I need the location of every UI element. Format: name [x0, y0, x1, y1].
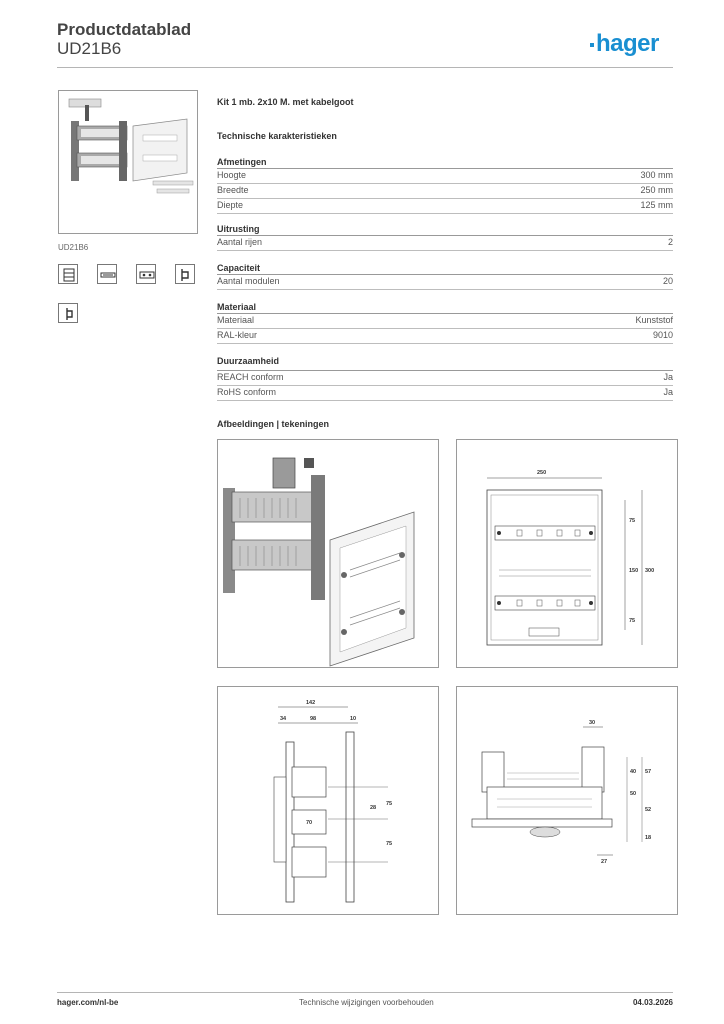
spec-value: 250 mm [640, 185, 673, 195]
dim-h3: 50 [630, 791, 637, 797]
dim-h2: 57 [645, 769, 652, 775]
spec-row [217, 236, 673, 251]
logo-text: hager [596, 30, 659, 57]
section-title-duurzaamheid: Duurzaamheid [217, 356, 280, 366]
modules-icon [58, 264, 78, 284]
spec-label: Breedte [217, 185, 249, 195]
section-title-afmetingen: Afmetingen [217, 157, 267, 167]
front-dimension-drawing [456, 439, 678, 668]
product-thumbnail [58, 90, 198, 234]
spec-label: REACH conform [217, 372, 284, 382]
dim-rail: 70 [306, 820, 313, 826]
product-code: UD21B6 [57, 39, 122, 58]
footer-divider [57, 992, 673, 993]
dim-width: 250 [537, 470, 547, 476]
mounting-icon [175, 264, 195, 284]
spec-value: Ja [663, 372, 673, 382]
dim-a: 34 [280, 716, 287, 722]
dim-middle: 150 [629, 568, 639, 574]
assembly-drawing [218, 440, 438, 667]
spec-row [217, 386, 673, 401]
footer-website-link[interactable]: hager.com/nl-be [57, 998, 119, 1007]
dim-gap2: 75 [386, 801, 393, 807]
dim-c: 10 [350, 716, 357, 722]
dim-bottom: 75 [629, 618, 636, 624]
spec-value: Ja [663, 387, 673, 397]
dim-section-top: 30 [589, 720, 596, 726]
bracket-icon [58, 303, 78, 323]
header-divider [57, 67, 673, 68]
section-title-materiaal: Materiaal [217, 302, 257, 312]
terminal-icon [136, 264, 156, 284]
spec-value: Kunststof [635, 315, 673, 325]
spec-label: RoHS conform [217, 387, 277, 397]
section-title-capaciteit: Capaciteit [217, 263, 261, 273]
side-dimension-drawing [217, 686, 439, 915]
product-kit-image [59, 91, 197, 233]
spec-value: 9010 [652, 330, 673, 340]
tech-heading: Technische karakteristieken [217, 131, 337, 141]
dim-total-depth: 142 [306, 700, 316, 706]
spec-value: 20 [662, 276, 673, 286]
section-dimension-drawing [456, 686, 678, 915]
dim-section-bottom: 27 [601, 859, 608, 865]
spec-value: 2 [667, 237, 673, 247]
dim-b: 98 [310, 716, 317, 722]
spec-row [217, 199, 673, 214]
footer-disclaimer: Technische wijzigingen voorbehouden [299, 998, 434, 1007]
spec-label: RAL-kleur [217, 330, 258, 340]
assembly-render [217, 439, 439, 668]
logo-dot-icon [590, 43, 594, 47]
thumbnail-code: UD21B6 [58, 243, 89, 252]
dim-h5: 18 [645, 835, 652, 841]
spec-label: Diepte [217, 200, 244, 210]
spec-row [217, 314, 673, 329]
spec-row [217, 275, 673, 290]
spec-row [217, 329, 673, 344]
dim-height: 300 [645, 568, 655, 574]
din-rail-icon [97, 264, 117, 284]
dim-h4: 52 [645, 807, 652, 813]
spec-row [217, 371, 673, 386]
spec-label: Materiaal [217, 315, 255, 325]
spec-row [217, 169, 673, 184]
dim-gap3: 75 [386, 841, 393, 847]
dim-h1: 40 [630, 769, 637, 775]
product-description: Kit 1 mb. 2x10 M. met kabelgoot [217, 97, 354, 107]
section-title-uitrusting: Uitrusting [217, 224, 260, 234]
spec-label: Aantal modulen [217, 276, 280, 286]
hager-logo [590, 30, 659, 58]
spec-label: Aantal rijen [217, 237, 263, 247]
spec-row [217, 184, 673, 199]
dim-gap1: 28 [370, 805, 377, 811]
dim-top: 75 [629, 518, 636, 524]
spec-label: Hoogte [217, 170, 247, 180]
spec-value: 125 mm [640, 200, 673, 210]
spec-value: 300 mm [640, 170, 673, 180]
page-title: Productdatablad [57, 20, 192, 39]
images-heading: Afbeeldingen | tekeningen [217, 419, 330, 429]
footer-date: 04.03.2026 [632, 998, 673, 1007]
